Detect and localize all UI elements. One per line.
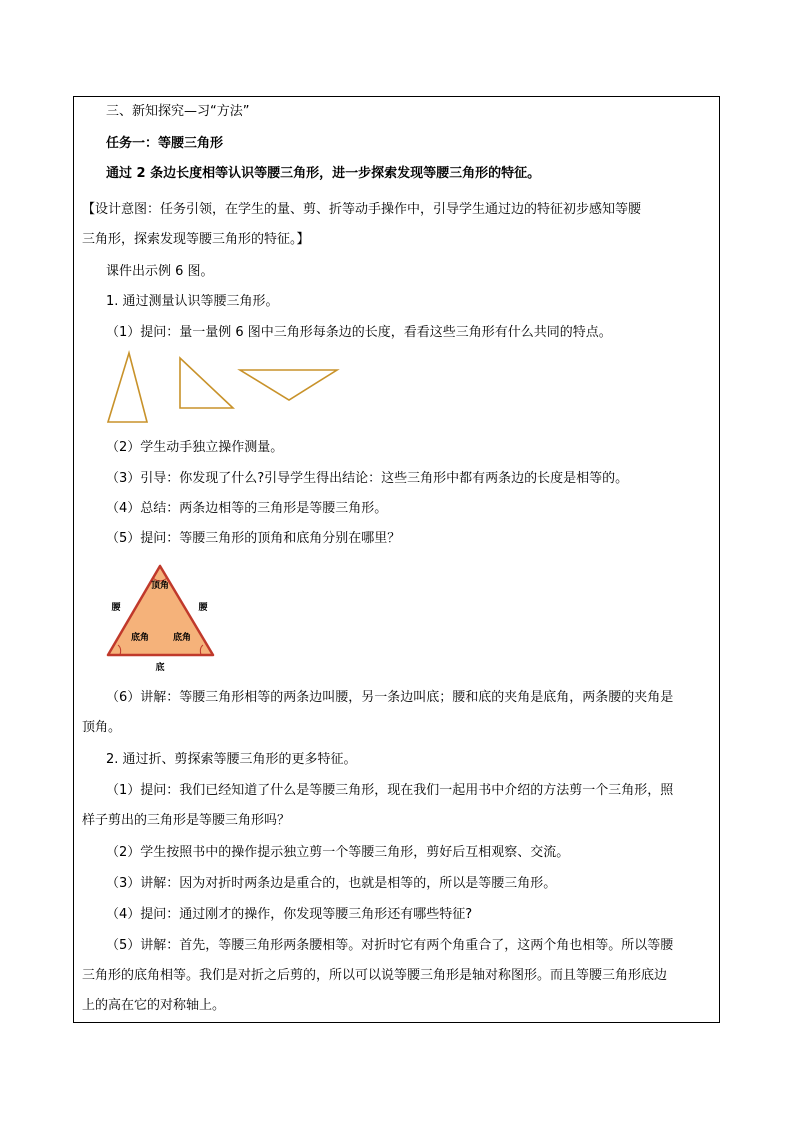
part1-step4: （4）总结：两条边相等的三角形是等腰三角形。 <box>106 501 388 516</box>
part2-step1-line1: （1）提问：我们已经知道了什么是等腰三角形，现在我们一起用书中介绍的方法剪一个三角形，照 <box>106 783 674 798</box>
part1-step5: （5）提问：等腰三角形的顶角和底角分别在哪里？ <box>106 531 401 546</box>
right-base-angle-label: 底角 <box>172 633 192 643</box>
part2-step5-line2: 三角形的底角相等。我们是对折之后剪的，所以可以说等腰三角形是轴对称图形。而且等腰三角形底边 <box>82 968 668 983</box>
part2-title: 2. 通过折、剪探索等腰三角形的更多特征。 <box>106 752 357 767</box>
task-title: 任务一：等腰三角形 <box>106 136 224 151</box>
left-base-angle-label: 底角 <box>130 633 150 643</box>
base-label: 底 <box>155 663 165 673</box>
part2-step5-line1: （5）讲解：首先，等腰三角形两条腰相等。对折时它有两个角重合了，这两个角也相等。所以等腰 <box>106 938 674 953</box>
isosceles-triangle-shape <box>108 566 213 655</box>
part1-step6-line2: 顶角。 <box>82 720 122 735</box>
obtuse-isosceles-triangle <box>240 370 337 400</box>
part2-step3: （3）讲解：因为对折时两条边是重合的，也就是相等的，所以是等腰三角形。 <box>106 876 557 891</box>
apex-angle-label: 顶角 <box>150 581 170 591</box>
right-isosceles-triangle <box>180 358 233 408</box>
design-intent-line1: 【设计意图：任务引领，在学生的量、剪、折等动手操作中，引导学生通过边的特征初步感知等腰 <box>82 202 642 217</box>
part2-step1-line2: 样子剪出的三角形是等腰三角形吗？ <box>82 813 291 828</box>
design-intent-line2: 三角形，探索发现等腰三角形的特征。】 <box>82 232 310 247</box>
part1-step3: （3）引导：你发现了什么?引导学生得出结论：这些三角形中都有两条边的长度是相等的。 <box>106 471 629 486</box>
acute-isosceles-triangle <box>108 353 147 422</box>
part1-step2: （2）学生动手独立操作测量。 <box>106 440 284 455</box>
part1-title: 1. 通过测量认识等腰三角形。 <box>106 294 279 309</box>
left-leg-label: 腰 <box>111 603 121 613</box>
part1-step1: （1）提问：量一量例 6 图中三角形每条边的长度，看看这些三角形有什么共同的特点。 <box>106 325 612 340</box>
section-heading: 三、新知探究—习“方法” <box>106 104 250 119</box>
example6-triangles-figure <box>100 350 340 430</box>
right-leg-label: 腰 <box>198 603 208 613</box>
isosceles-triangle-diagram <box>100 562 230 677</box>
part2-step5-line3: 上的高在它的对称轴上。 <box>82 998 226 1013</box>
courseware-note: 课件出示例 6 图。 <box>106 264 214 279</box>
task-goal: 通过 2 条边长度相等认识等腰三角形，进一步探索发现等腰三角形的特征。 <box>106 166 541 181</box>
part2-step4: （4）提问：通过刚才的操作，你发现等腰三角形还有哪些特征? <box>106 907 473 922</box>
part2-step2: （2）学生按照书中的操作提示独立剪一个等腰三角形，剪好后互相观察、交流。 <box>106 845 570 860</box>
part1-step6-line1: （6）讲解：等腰三角形相等的两条边叫腰，另一条边叫底；腰和底的夹角是底角，两条腰的夹角是 <box>106 690 674 705</box>
